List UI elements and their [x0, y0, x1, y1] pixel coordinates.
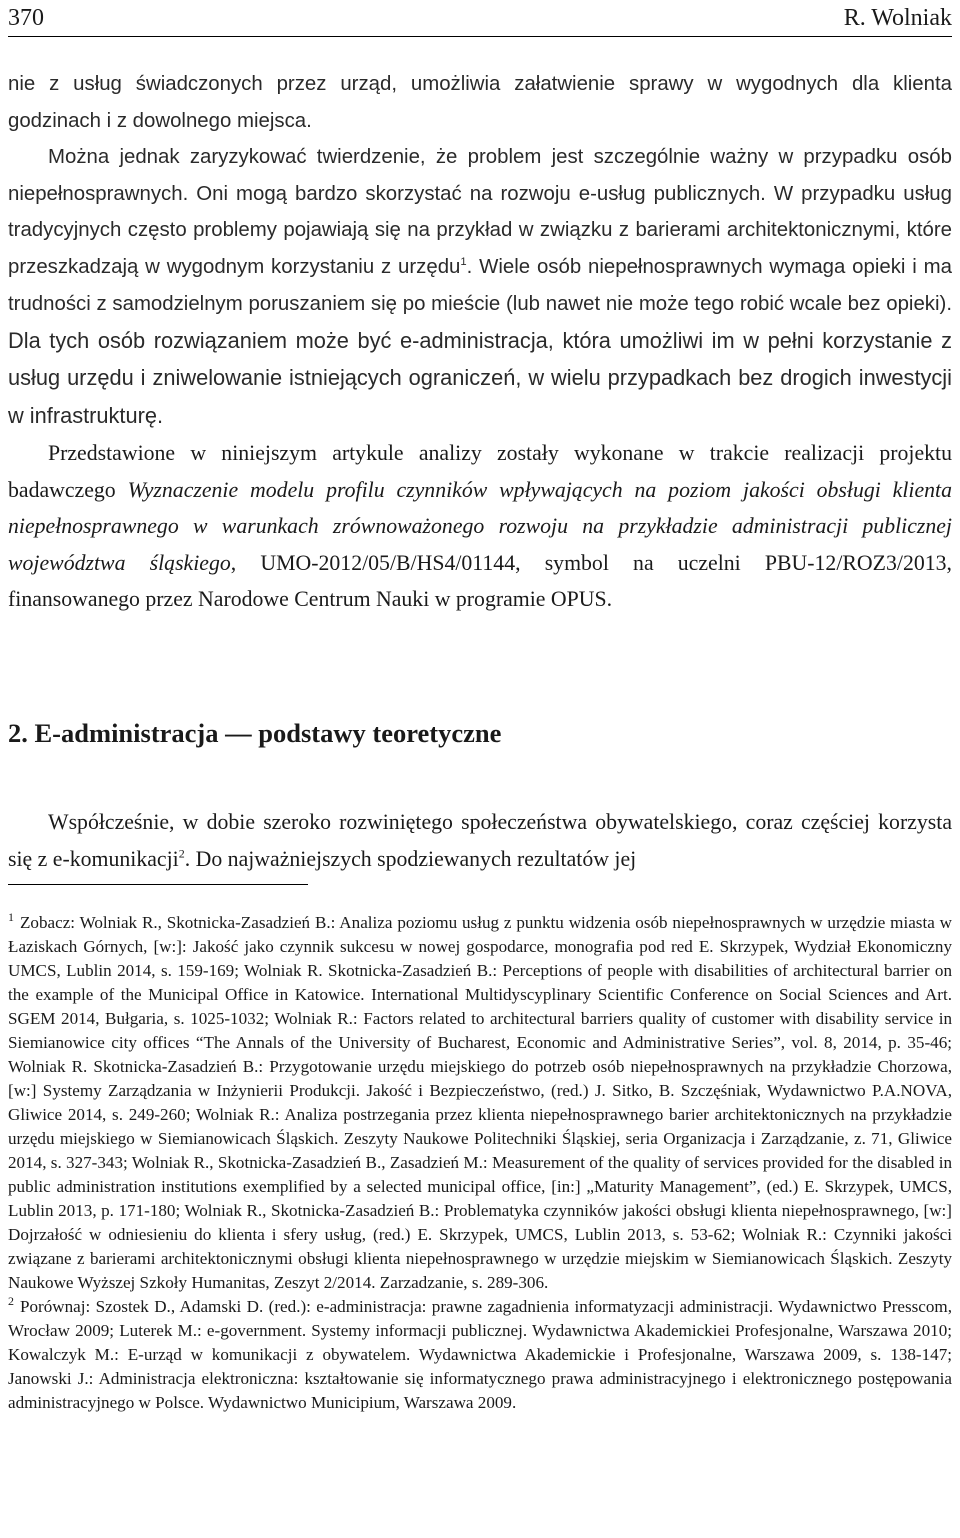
section-body [8, 804, 952, 877]
footnote-ref-1[interactable]: 1 [460, 255, 467, 268]
footnote-1-number: 1 [8, 910, 14, 925]
footnote-2-text: Porównaj: Szostek D., Adamski D. (red.): e-administracja: prawne zagadnienia informatyzacji administracji. Wydawnictwo Presscom, Wrocław 2009; Luterek M.: e-government. Systemy informacji publicznej. Wydawnictwa Akademickiei Profesjonalne, Warszawa 2010; Kowalczyk M.: E-urząd w komunikacji z obywatelem. Wydawnictwa Akademickie i Profesjonalne, Warszawa 2009, s. 138-147; Janowski J.: Administracja elektroniczna: kształtowanie się informatycznego prawa administracyjnego i elektronicznego postępowania administracyjnego w Polsce. Wydawnictwo Municipium, Warszawa 2009. [8, 1297, 952, 1412]
footnote-1 [8, 911, 952, 1295]
footnote-2 [8, 1295, 952, 1415]
project-title: Wyznaczenie modelu profilu czynników wpływających na poziom jakości obsługi klienta niepełnosprawnego w warunkach zrównoważonego rozwoju na przykładzie administracji publicznej województwa śląskiego [8, 477, 952, 575]
running-header [8, 0, 952, 37]
footnote-separator [8, 884, 308, 885]
page-number: 370 [8, 4, 44, 31]
paragraph-1 [8, 66, 952, 139]
paragraph-2 [8, 139, 952, 435]
paragraph-2-rest: . Wiele osób niepełnosprawnych wymaga opieki i ma trudności z samodzielnym poruszaniem się po mieście (lub nawet nie może tego robić wcale bez opieki). [8, 255, 952, 315]
running-author: R. Wolniak [843, 4, 952, 31]
paragraph-1-text: nie z usług świadczonych przez urząd, umożliwia załatwienie sprawy w wygodnych dla klienta godzinach i z dowolnego miejsca. [8, 73, 952, 132]
footnote-ref-2[interactable]: 2 [178, 846, 185, 861]
section-paragraph-1-start: Współcześnie, w dobie szeroko rozwiniętego społeczeństwa obywatelskiego, coraz częściej korzysta się z e-komunikacji [8, 810, 952, 871]
footnote-1-text: Zobacz: Wolniak R., Skotnicka-Zasadzień B.: Analiza poziomu usług z punktu widzenia osób niepełnosprawnych w urzędzie miasta w Łaziskach Górnych, [w:]: Jakość jako czynnik sukcesu w nowej gospodarce, monografia pod red E. Skrzypek, Wydział Ekonomiczny UMCS, Lublin 2014, s. 159-169; Wolniak R. Skotnicka-Zasadzień B.: Perceptions of people with disabilities of architectural barrier on the example of the Municipal Office in Katowice. International Multidyscyplinary Scientific Conference on Social Sciences and Art. SGEM 2014, Bułgaria, s. 1025-1032; Wolniak R.: Factors related to architectural barriers quality of customer with disability service in Siemianowice city offices “The Annals of the University of Bucharest, Economic and Administrative Series”, vol. 8, 2014, p. 35-46; Wolniak R. Skotnicka-Zasadzień B.: Przygotowanie urzędu miejskiego do potrzeb osób niepełnosprawnych na przykładzie Chorzowa, [w:] Systemy Zarządzania w Inżynierii Produkcji. Jakość i Bezpieczeństwo, (red.) J. Sitko, B. Szczęśniak, Wydawnictwo P.A.NOVA, Gliwice 2014, s. 249-260; Wolniak R.: Analiza postrzegania przez klienta niepełnosprawnego barier architektonicznych na przykładzie urzędu miejskiego w Siemianowicach Śląskich. Zeszyty Naukowe Politechniki Śląskiej, seria Organizacja i Zarządzanie, z. 71, Gliwice 2014, s. 327-343; Wolniak R., Skotnicka-Zasadzień B., Zasadzień M.: Measurement of the quality of services provided for the disabled in public administration institutions exemplified by a selected municipal office, [in:] „Maturity Management”, (ed.) E. Skrzypek, UMCS, Lublin 2013, p. 171-180; Wolniak R., Skotnicka-Zasadzień B.: Problematyka czynników jakości obsługi klienta niepełnosprawnego, [w:] Dojrzałość w odniesieniu do klienta i sfery usług, (red.) E. Skrzypek, UMCS, Lublin 2013, s. 53-62; Wolniak R.: Czynniki jakości związane z barierami architektonicznymi obsługi klienta niepełnosprawnego w urzędzie miejskim w Siemianowicach Śląskich. Zeszyty Naukowe Wyższej Szkoły Humanitas, Zeszyt 2/2014. Zarzadzanie, s. 289-306. [8, 913, 952, 1292]
section-paragraph-1 [8, 804, 952, 877]
paragraph-3 [8, 435, 952, 618]
paragraph-3-end: , UMO-2012/05/B/HS4/01144, symbol na uczelni PBU-12/ROZ3/2013, finansowanego przez Narodowe Centrum Nauki w programie OPUS. [8, 550, 952, 611]
section-paragraph-1-end: . Do najważniejszych spodziewanych rezultatów jej [184, 846, 637, 871]
paragraph-3-start: Przedstawione w niniejszym artykule analizy zostały wykonane w trakcie realizacji projektu badawczego [8, 441, 952, 502]
body-text [8, 66, 952, 618]
footnote-2-number: 2 [8, 1294, 14, 1309]
section-heading: 2. E-administracja — podstawy teoretyczne [8, 718, 502, 748]
paragraph-2-text: Można jednak zaryzykować twierdzenie, że problem jest szczególnie ważny w przypadku osób niepełnosprawnych. Oni mogą bardzo skorzystać na rozwoju e-usług publicznych. W przypadku usług tradycyjnych często problemy pojawiają się na przykład w związku z barierami architektonicznymi, które przeszkadzają w wygodnym korzystaniu z urzędu [8, 146, 952, 278]
footnotes [8, 911, 952, 1415]
paragraph-2-serif: Dla tych osób rozwiązaniem może być e-administracja, która umożliwi im w pełni korzystanie z usług urzędu i zniwelowanie istniejących ograniczeń, w wielu przypadkach bez drogich inwestycji w infrastrukturę. [8, 327, 952, 428]
